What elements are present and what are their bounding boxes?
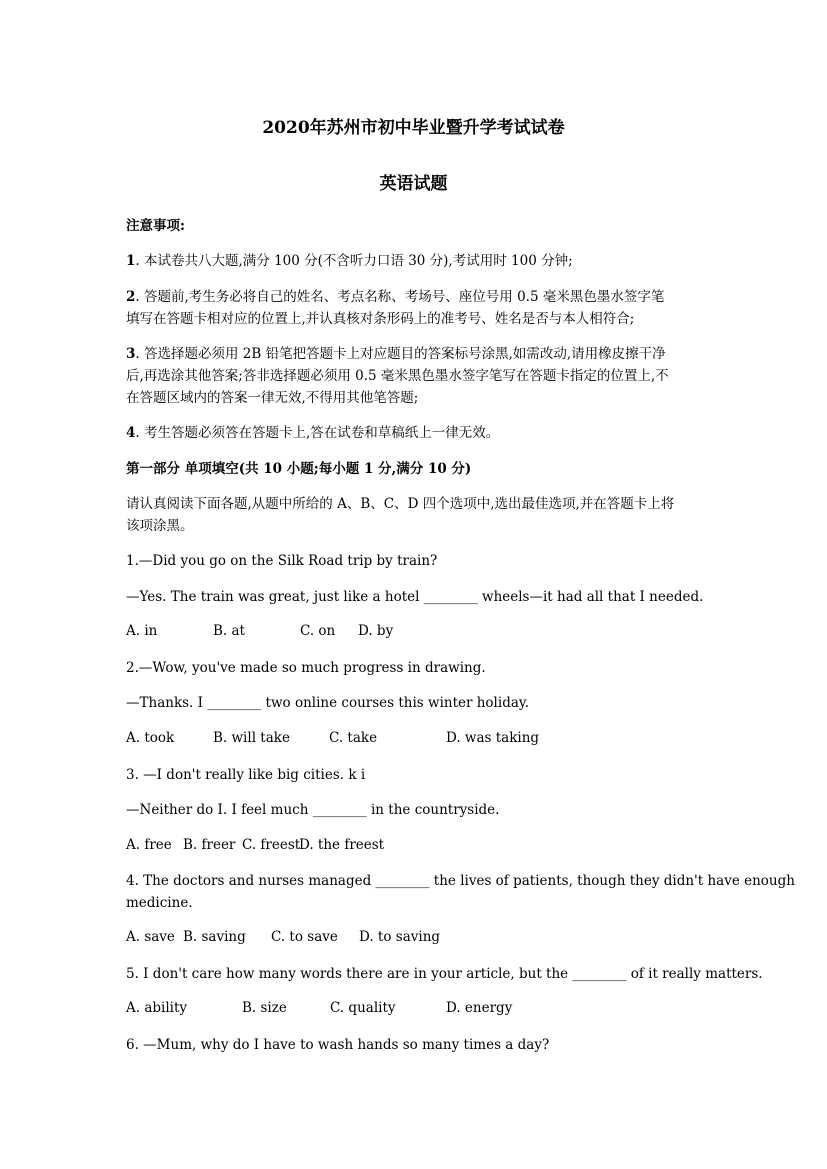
question-2-stem: 2.—Wow, you've made so much progress in drawing. [126, 660, 486, 676]
note-text: 答题前,考生务必将自己的姓名、考点名称、考场号、座位号用 0.5 毫米黑色墨水签字笔 [144, 289, 665, 305]
option-a[interactable]: A. in [126, 623, 158, 639]
option-a[interactable]: A. save [126, 929, 175, 945]
note-number: 1 [126, 253, 136, 269]
note-item-2: 2. 答题前,考生务必将自己的姓名、考点名称、考场号、座位号用 0.5 毫米黑色墨水签字笔 [126, 289, 665, 305]
option-c[interactable]: C. to save [271, 929, 338, 945]
option-c[interactable]: C. on [300, 623, 336, 639]
question-2-response: —Thanks. I ________ two online courses this winter holiday. [126, 695, 530, 711]
question-5-stem: 5. I don't care how many words there are in your article, but the ________ of it really matters. [126, 966, 763, 982]
note-number: 3 [126, 346, 136, 362]
note-text: 答选择题必须用 2B 铅笔把答题卡上对应题目的答案标号涂黑,如需改动,请用橡皮擦干净 [144, 346, 666, 362]
option-d[interactable]: D. to saving [359, 929, 441, 945]
note-item-1: 1. 本试卷共八大题,满分 100 分(不含听力口语 30 分),考试用时 100 分钟; [126, 253, 573, 269]
subject-title: 英语试题 [379, 174, 448, 194]
option-c[interactable]: C. freest [242, 837, 301, 853]
notes-heading: 注意事项: [126, 218, 185, 234]
option-d[interactable]: D. was taking [446, 730, 540, 746]
note-text-continued: 填写在答题卡相对应的位置上,并认真核对条形码上的准考号、姓名是否与本人相符合; [126, 311, 635, 327]
option-d[interactable]: D. by [358, 623, 394, 639]
question-3-response: —Neither do I. I feel much ________ in the countryside. [126, 802, 500, 818]
option-b[interactable]: B. size [242, 1000, 287, 1016]
option-d[interactable]: D. the freest [299, 837, 385, 853]
note-item-3: 3. 答选择题必须用 2B 铅笔把答题卡上对应题目的答案标号涂黑,如需改动,请用橡皮擦干净 [126, 346, 666, 362]
question-6-stem: 6. —Mum, why do I have to wash hands so many times a day? [126, 1037, 550, 1053]
part1-instructions-continued: 该项涂黑。 [126, 518, 194, 534]
note-item-4: 4. 考生答题必须答在答题卡上,答在试卷和草稿纸上一律无效。 [126, 425, 500, 441]
question-1-response: —Yes. The train was great, just like a hotel ________ wheels—it had all that I needed. [126, 589, 704, 605]
option-d[interactable]: D. energy [446, 1000, 513, 1016]
option-a[interactable]: A. free [126, 837, 172, 853]
option-b[interactable]: B. saving [183, 929, 246, 945]
note-number: 2 [126, 289, 136, 305]
option-a[interactable]: A. took [126, 730, 175, 746]
part1-heading: 第一部分 单项填空(共 10 小题;每小题 1 分,满分 10 分) [126, 461, 472, 477]
note-text-continued: 后,再选涂其他答案;答非选择题必须用 0.5 毫米黑色墨水签字笔写在答题卡指定的位置上,不 [126, 368, 669, 384]
question-4-stem: 4. The doctors and nurses managed ________ the lives of patients, though they didn't have enough [126, 873, 795, 889]
option-b[interactable]: B. will take [213, 730, 290, 746]
option-b[interactable]: B. freer [183, 837, 236, 853]
option-c[interactable]: C. take [329, 730, 378, 746]
exam-title: 2020年苏州市初中毕业暨升学考试试卷 [262, 118, 565, 138]
note-text: 本试卷共八大题,满分 100 分(不含听力口语 30 分),考试用时 100 分钟; [144, 253, 573, 269]
question-4-stem-continued: medicine. [126, 895, 193, 911]
question-3-stem: 3. —I don't really like big cities. k i [126, 767, 366, 783]
option-c[interactable]: C. quality [330, 1000, 396, 1016]
option-a[interactable]: A. ability [126, 1000, 188, 1016]
part1-instructions: 请认真阅读下面各题,从题中所给的 A、B、C、D 四个选项中,选出最佳选项,并在答题卡上将 [126, 496, 675, 512]
option-b[interactable]: B. at [213, 623, 245, 639]
question-1-stem: 1.—Did you go on the Silk Road trip by train? [126, 553, 438, 569]
note-text-continued: 在答题区域内的答案一律无效,不得用其他笔答题; [126, 390, 419, 406]
note-text: 考生答题必须答在答题卡上,答在试卷和草稿纸上一律无效。 [144, 425, 500, 441]
note-number: 4 [126, 425, 136, 441]
